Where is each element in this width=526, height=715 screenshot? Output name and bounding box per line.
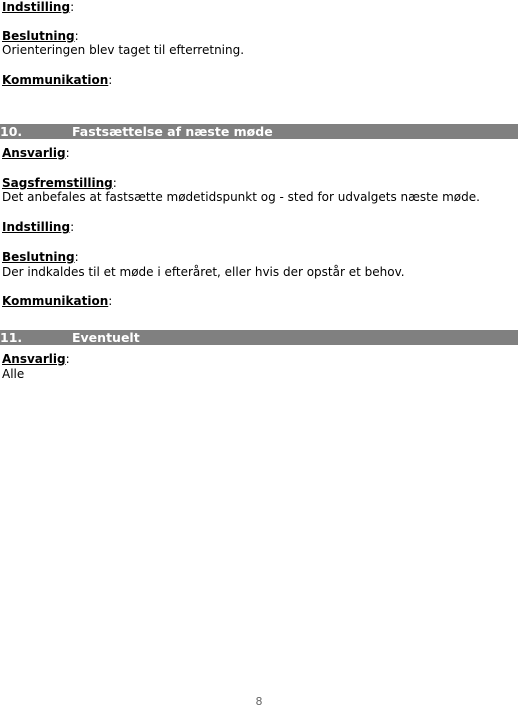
sagsfremstilling-label: Sagsfremstilling: [2, 176, 113, 190]
kommunikation-label: Kommunikation: [2, 294, 109, 308]
indstilling-label: Indstilling: [2, 0, 71, 14]
page-number: 8: [255, 695, 263, 708]
indstilling-heading: Indstilling:: [2, 0, 75, 14]
section-11-header: [0, 330, 518, 345]
beslutning-heading: Beslutning:: [2, 29, 79, 43]
section-10-number: 10.: [0, 124, 23, 139]
section-10-beslutning-heading: Beslutning:: [2, 250, 79, 264]
kommunikation-label: Kommunikation: [2, 73, 109, 87]
section-11-number: 11.: [0, 330, 23, 345]
section-10-header: [0, 124, 518, 139]
beslutning-label: Beslutning: [2, 29, 75, 43]
ansvarlig-label: Ansvarlig: [2, 352, 66, 366]
section-11-ansvarlig-heading: Ansvarlig:: [2, 352, 70, 366]
section-10-title: Fastsættelse af næste møde: [72, 124, 273, 139]
beslutning-label: Beslutning: [2, 250, 75, 264]
section-10-kommunikation-heading: Kommunikation:: [2, 294, 113, 308]
section-10-indstilling-heading: Indstilling:: [2, 220, 75, 234]
ansvarlig-label: Ansvarlig: [2, 146, 66, 160]
section-10-beslutning-text: Der indkaldes til et møde i efteråret, eller hvis der opstår et behov.: [2, 265, 405, 279]
indstilling-label: Indstilling: [2, 220, 71, 234]
kommunikation-heading: Kommunikation:: [2, 73, 113, 87]
section-11-ansvarlig-text: Alle: [2, 367, 25, 381]
section-11-title: Eventuelt: [72, 330, 140, 345]
beslutning-text: Orienteringen blev taget til efterretning.: [2, 43, 245, 57]
section-10-sagsfremstilling-heading: Sagsfremstilling:: [2, 176, 117, 190]
section-10-sagsfremstilling-text: Det anbefales at fastsætte mødetidspunkt og - sted for udvalgets næste møde.: [2, 190, 480, 204]
section-10-ansvarlig-heading: Ansvarlig:: [2, 146, 70, 160]
